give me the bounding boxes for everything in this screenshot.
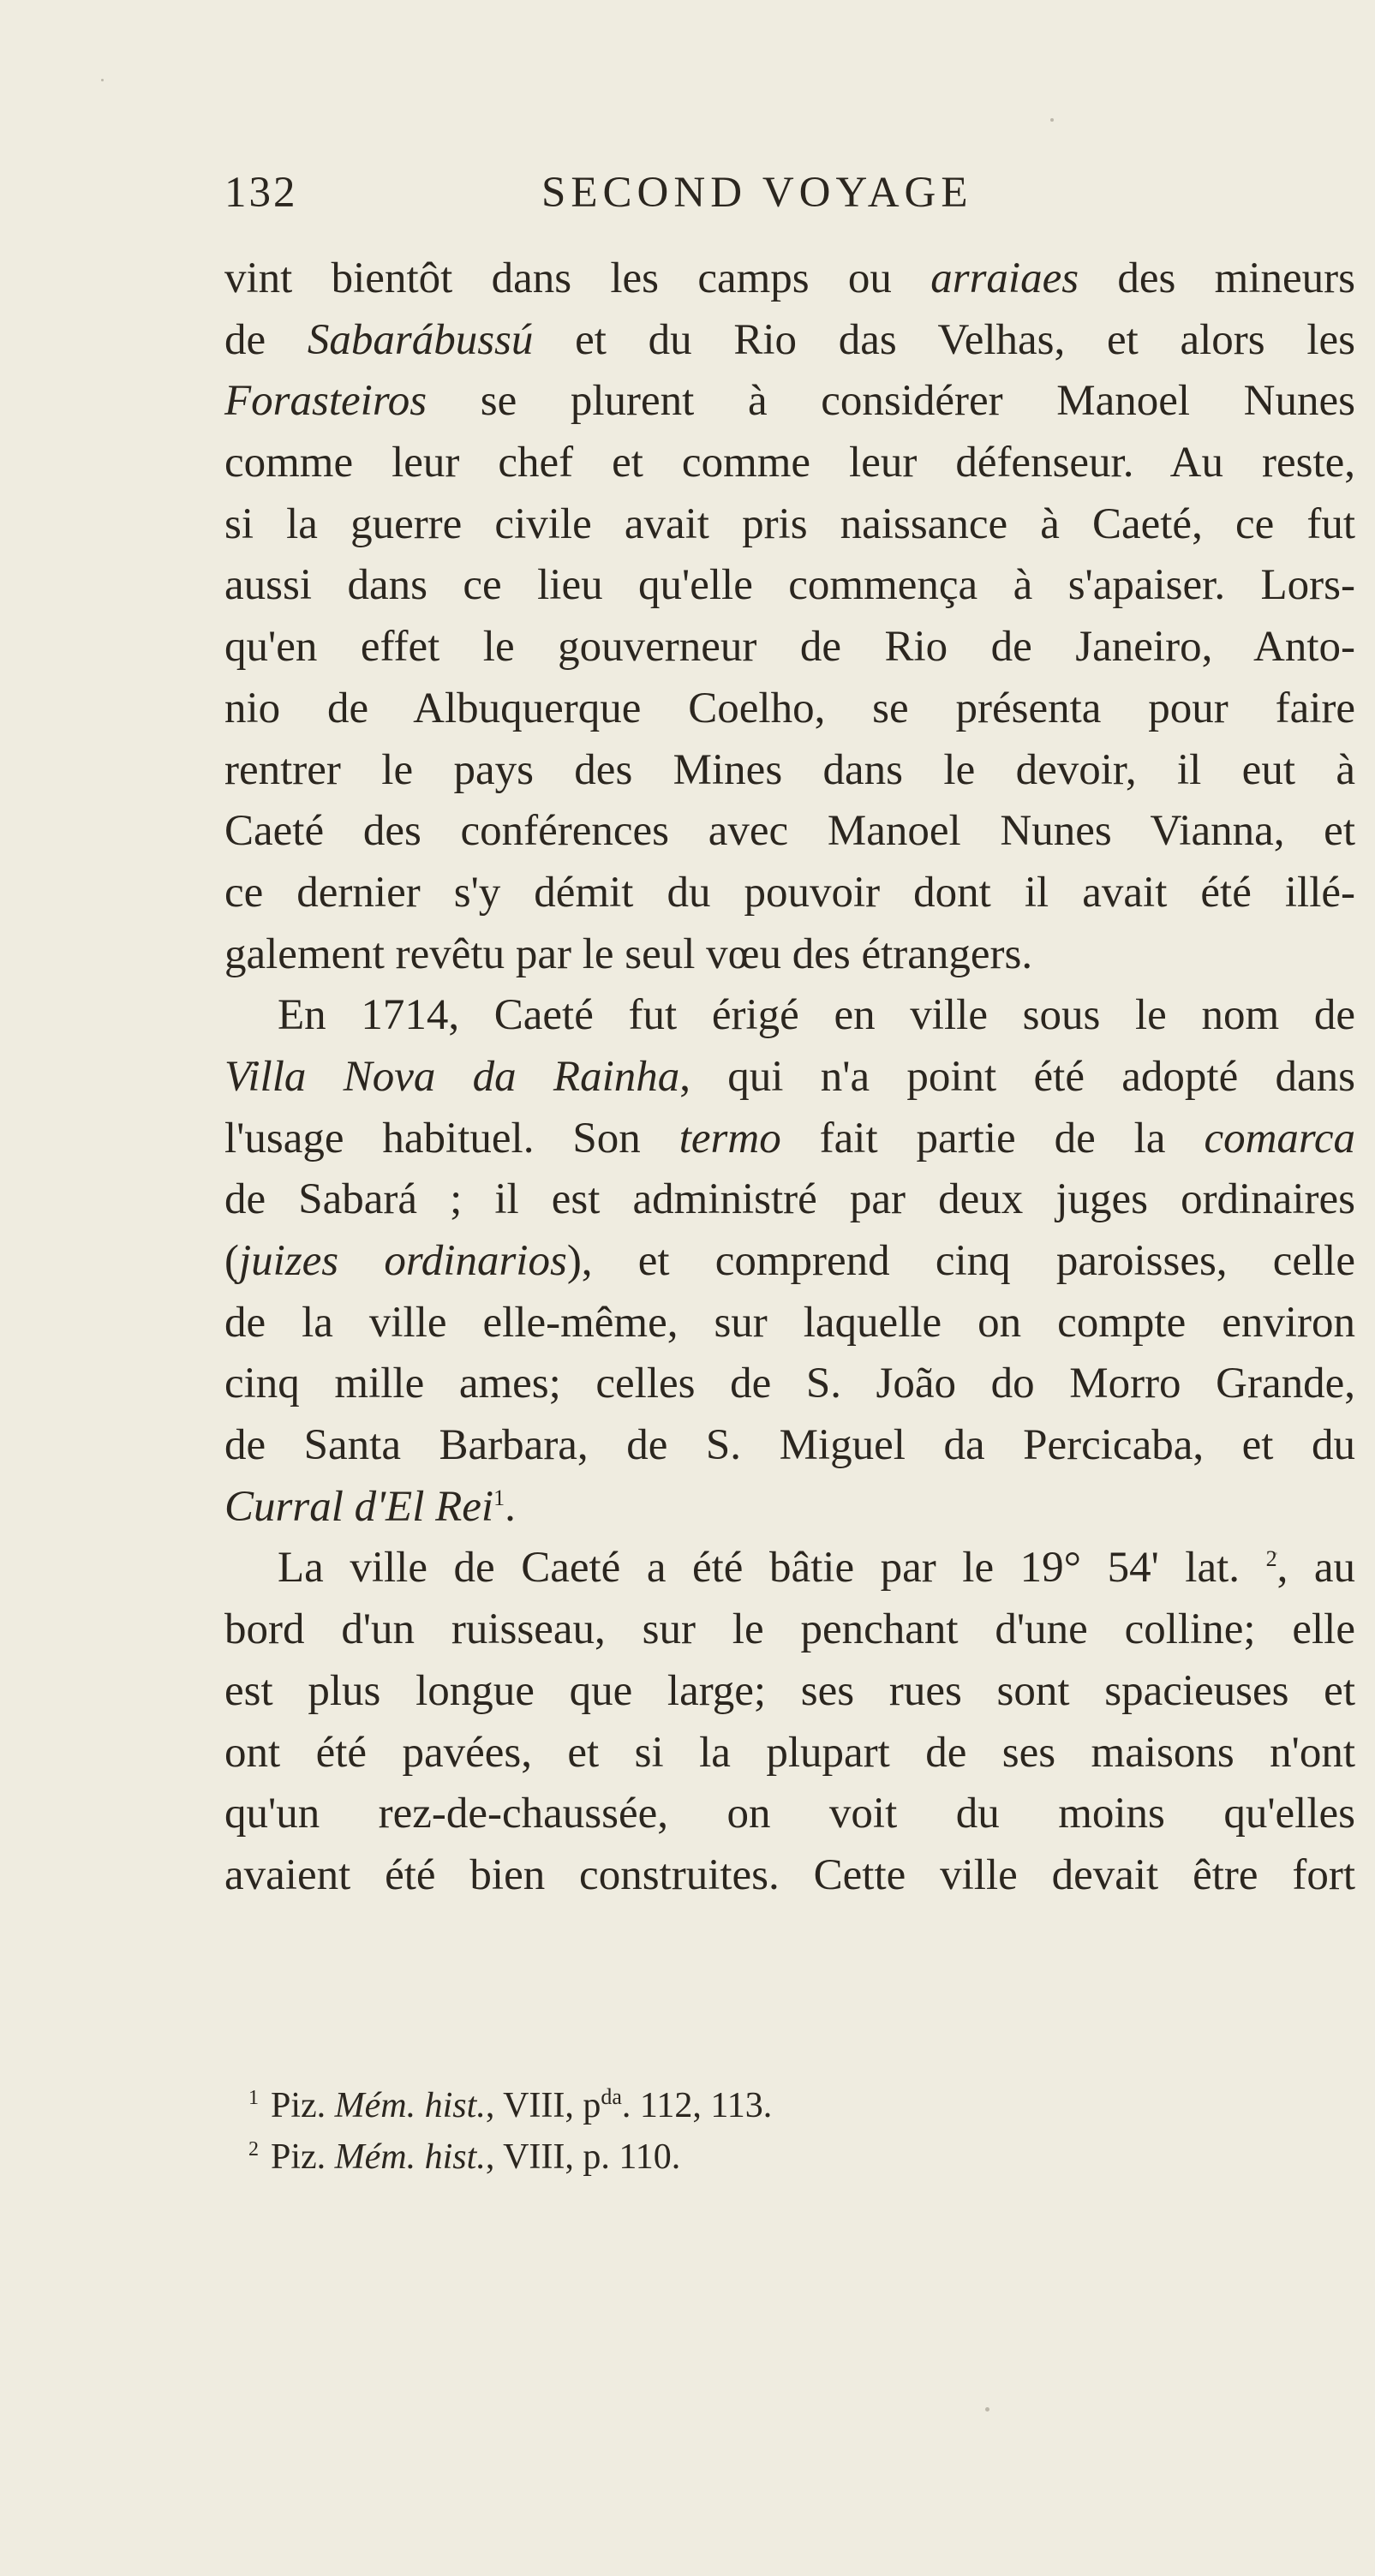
text-run: , VIII, p [485, 2086, 601, 2125]
text-run: est plus longue que large; ses rues sont spacieuses et [224, 1666, 1355, 1715]
text-run: se plurent à considérer Manoel Nunes [427, 377, 1355, 426]
text-line [224, 678, 1355, 740]
text-run: Piz. [271, 2137, 335, 2177]
italic-run: Mém. hist. [334, 2137, 486, 2177]
italic-run: arraiaes [930, 254, 1079, 302]
text-line [224, 1784, 1355, 1845]
paper-speck [985, 2407, 989, 2412]
text-run: ( [224, 1237, 239, 1285]
paper-speck [1050, 118, 1054, 122]
text-line [224, 1047, 1355, 1109]
text-run: galement revêtu par le seul vœu des étrangers. [224, 929, 1033, 978]
text-run: , VIII, p. 110. [485, 2137, 681, 2177]
text-line [224, 985, 1355, 1047]
text-run: fait partie de la [780, 1114, 1205, 1162]
italic-run: Villa Nova da Rainha [224, 1052, 680, 1101]
text-run: l'usage habituel. Son [224, 1114, 679, 1162]
italic-run: Forasteiros [224, 377, 427, 426]
italic-run: termo [679, 1114, 781, 1162]
text-line [224, 1845, 1355, 1907]
text-run: bord d'un ruisseau, sur le penchant d'une colline; elle [224, 1605, 1355, 1654]
page-header [224, 168, 1081, 228]
text-line [224, 924, 1355, 986]
text-run: . 112, 113. [621, 2086, 773, 2125]
text-line [224, 617, 1355, 678]
text-run: , au [1276, 1544, 1356, 1593]
text-line [224, 433, 1355, 494]
text-line [224, 1415, 1355, 1477]
text-run: En 1714, Caeté fut érigé en ville sous le nom de [278, 991, 1355, 1040]
text-run: si la guerre civile avait pris naissance à Caeté, ce fut [224, 499, 1355, 548]
page-number: 132 [224, 169, 298, 217]
text-run: comme leur chef et comme leur défenseur. Au reste, [224, 439, 1355, 487]
text-line [224, 1354, 1355, 1415]
text-run: des mineurs [1079, 254, 1355, 302]
text-line [224, 740, 1355, 802]
italic-run: juizes ordinarios [238, 1237, 567, 1285]
text-line [224, 801, 1355, 863]
footnote-mark: 1 [248, 2087, 259, 2109]
text-line [224, 310, 1355, 372]
text-line [224, 863, 1355, 924]
text-run: Piz. [271, 2086, 335, 2125]
footnote [248, 2080, 1191, 2131]
text-line [224, 555, 1355, 617]
footnote-reference: 2 [1265, 1546, 1277, 1572]
text-run: nio de Albuquerque Coelho, se présenta pour faire [224, 684, 1355, 732]
footnote-mark: 2 [248, 2138, 259, 2161]
text-line [224, 1109, 1355, 1170]
text-run: aussi dans ce lieu qu'elle commença à s'apaiser. Lors- [224, 561, 1355, 610]
text-line [224, 1599, 1355, 1661]
text-run: Caeté des conférences avec Manoel Nunes Vianna, et [224, 807, 1355, 856]
text-line [224, 248, 1355, 310]
text-line [224, 1661, 1355, 1723]
running-title: SECOND VOYAGE [541, 169, 973, 217]
text-run: avaient été bien construites. Cette ville devait être fort [224, 1850, 1355, 1899]
text-line [224, 371, 1355, 433]
text-line [224, 1538, 1355, 1599]
text-run: qu'en effet le gouverneur de Rio de Janeiro, Anto- [224, 623, 1355, 672]
main-text [224, 248, 1355, 1907]
italic-run: Sabarábussú [307, 315, 534, 364]
text-run: rentrer le pays des Mines dans le devoir, il eut à [224, 745, 1355, 794]
text-line [224, 1231, 1355, 1293]
paper-speck [101, 79, 104, 81]
text-line [224, 1723, 1355, 1784]
text-run: vint bientôt dans les camps ou [224, 254, 931, 302]
text-line [224, 1293, 1355, 1354]
text-run: de Sabará ; il est administré par deux juges ordinaires [224, 1175, 1355, 1224]
text-run: cinq mille ames; celles de S. João do Morro Grande, [224, 1360, 1355, 1408]
text-run: de Santa Barbara, de S. Miguel da Percicaba, et du [224, 1421, 1355, 1470]
text-run: ont été pavées, et si la plupart de ses maisons n'ont [224, 1728, 1355, 1777]
italic-run: Curral d'El Rei [224, 1482, 494, 1531]
text-line [224, 494, 1355, 556]
text-run: La ville de Caeté a été bâtie par le 19° 54' lat. [278, 1544, 1266, 1593]
italic-run: Mém. hist. [334, 2086, 486, 2125]
text-run: de la ville elle-même, sur laquelle on compte environ [224, 1298, 1355, 1347]
footnote-reference: da [601, 2084, 622, 2109]
text-run: et du Rio das Velhas, et alors les [533, 315, 1355, 364]
text-run: , qui n'a point été adopté dans [679, 1052, 1355, 1101]
text-run: ce dernier s'y démit du pouvoir dont il avait été illé- [224, 868, 1355, 917]
footnotes [248, 2080, 1191, 2183]
text-run: de [224, 315, 308, 364]
text-line [224, 1477, 1355, 1539]
text-run: . [505, 1482, 516, 1531]
text-run: ), et comprend cinq paroisses, celle [566, 1237, 1355, 1285]
text-line [224, 1169, 1355, 1231]
italic-run: comarca [1204, 1114, 1355, 1162]
footnote [248, 2131, 1191, 2183]
text-run: qu'un rez-de-chaussée, on voit du moins qu'elles [224, 1790, 1355, 1838]
footnote-reference: 1 [493, 1485, 505, 1510]
